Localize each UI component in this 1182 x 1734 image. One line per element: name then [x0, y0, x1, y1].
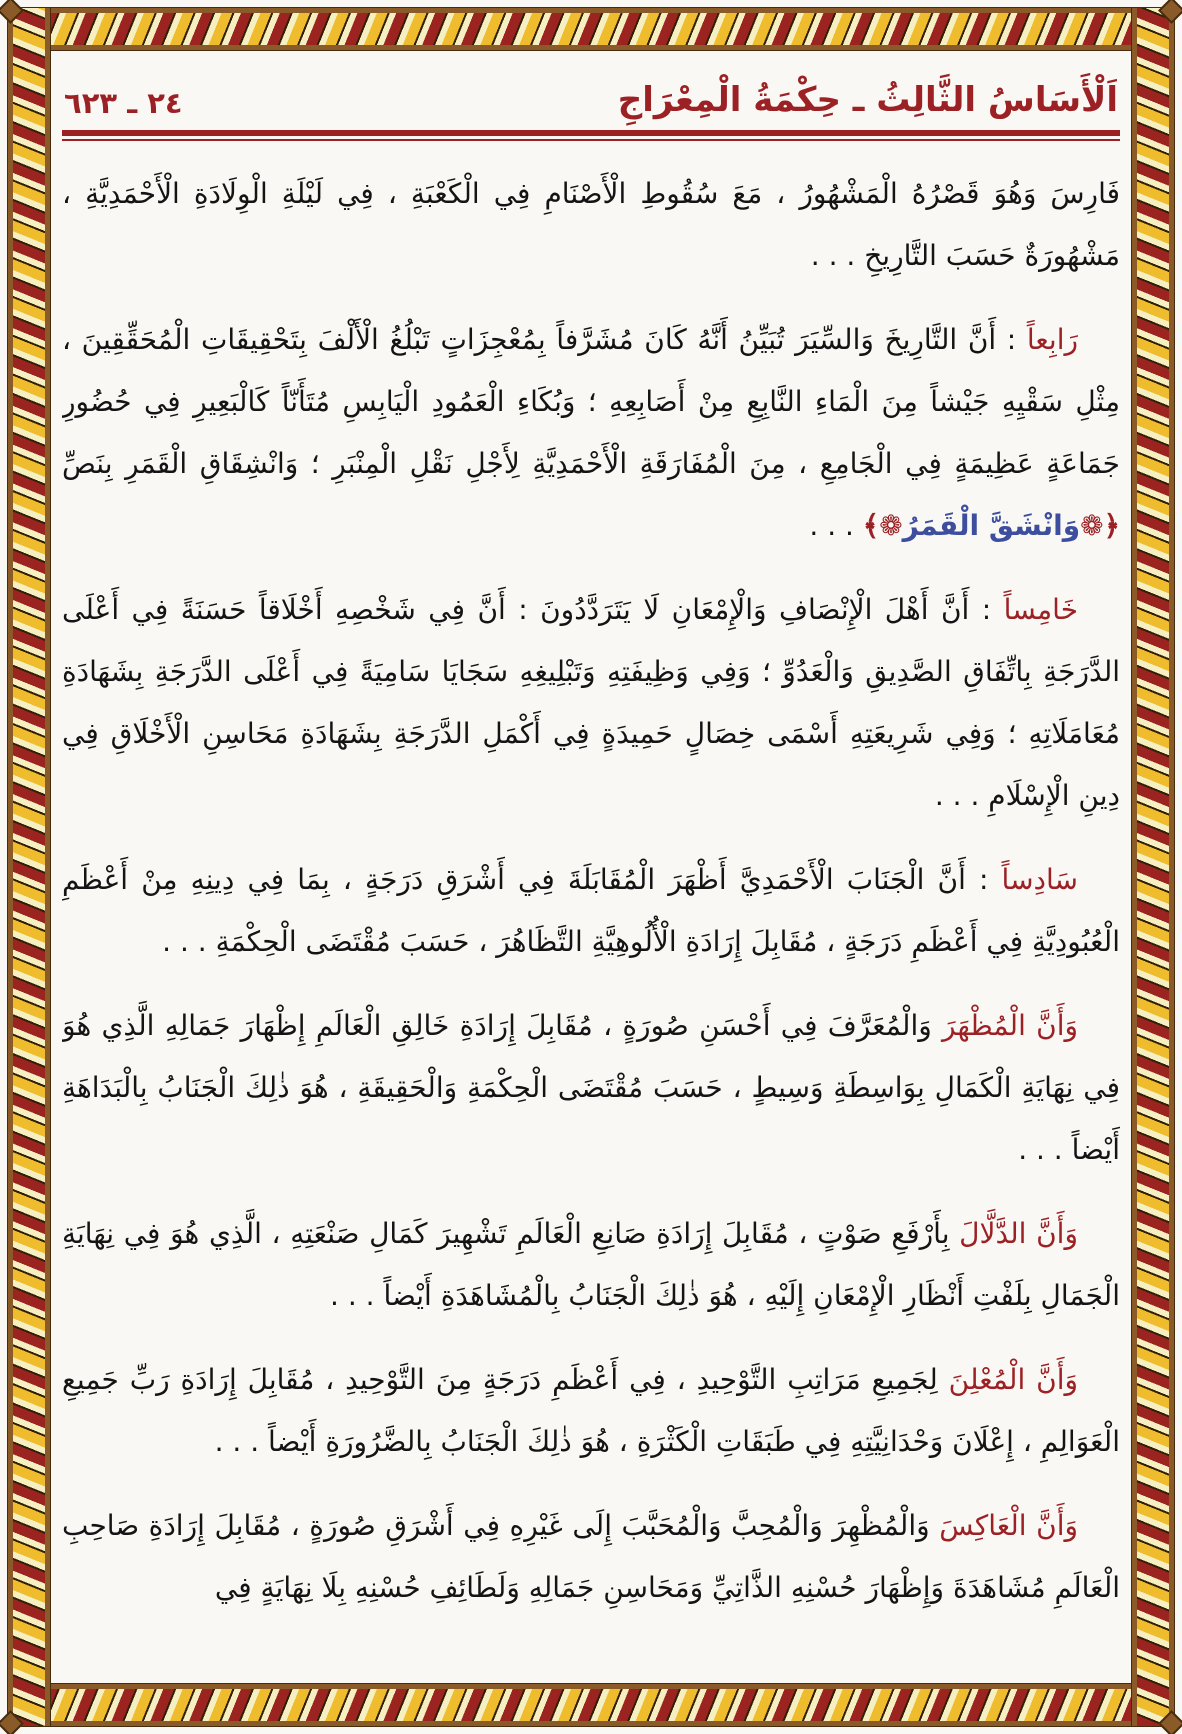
paragraph	[62, 995, 1120, 1181]
lead-separator: :	[965, 863, 1002, 896]
paragraph-text: فَارِسَ وَهُوَ قَصْرُهُ الْمَشْهُورُ ، مَعَ سُقُوطِ الْأَصْنَامِ فِي الْكَعْبَةِ ، فِي لَيْلَةِ الْوِلَادَةِ الْأَحْمَدِيَّةِ ، مَشْهُورَةٌ حَسَبَ التَّارِيخِ . . .	[62, 177, 1120, 272]
paragraph	[62, 1203, 1120, 1327]
page-title: اَلْأَسَاسُ الثَّالِثُ ـ حِكْمَةُ الْمِعْرَاجِ	[617, 80, 1118, 120]
header-rule	[62, 130, 1120, 141]
header-rule-thick-line	[62, 130, 1120, 136]
paragraph	[62, 579, 1120, 827]
paragraph-text: وَالْمُعَرَّفَ فِي أَحْسَنِ صُورَةٍ ، مُقَابِلَ إِرَادَةِ خَالِقِ الْعَالَمِ إِظْهَارَ جَمَالِهِ الَّذِي هُوَ فِي نِهَايَةِ الْكَمَالِ بِوَاسِطَةِ وَسِيطٍ ، حَسَبَ مُقْتَضَى الْحِكْمَةِ وَالْحَقِيقَةِ ، هُوَ ذٰلِكَ الْجَنَابُ بِالْبَدَاهَةِ أَيْضاً . . .	[62, 1009, 1120, 1166]
paragraph-tail: . . .	[809, 509, 863, 542]
lead-separator	[949, 1217, 959, 1250]
paragraph	[62, 309, 1120, 557]
lead-word: وَأَنَّ الْمُعْلِنَ	[948, 1363, 1079, 1396]
frame-border-top	[8, 8, 1174, 50]
lead-word: سَادِساً	[1001, 863, 1078, 896]
lead-word: وَأَنَّ الْمُظْهَرَ	[942, 1009, 1078, 1042]
paragraph-text: أَنَّ التَّارِيخَ وَالسِّيَرَ تُبَيِّنُ أَنَّهُ كَانَ مُشَرَّفاً بِمُعْجِزَاتٍ تَبْلُغُ الْأَلْفَ بِتَحْقِيقَاتِ الْمُحَقِّقِينَ ، مِثْلِ سَقْيِهِ جَيْشاً مِنَ الْمَاءِ النَّابِعِ مِنْ أَصَابِعِهِ ؛ وَبُكَاءِ الْعَمُودِ الْيَابِسِ مُتَأَنّاً كَالْبَعِيرِ فِي حُضُورِ جَمَاعَةٍ عَظِيمَةٍ فِي الْجَامِعِ ، مِنَ الْمُفَارَقَةِ الْأَحْمَدِيَّةِ لِأَجْلِ نَقْلِ الْمِنْبَرِ ؛ وَانْشِقَاقِ الْقَمَرِ بِنَصِّ	[62, 323, 1120, 480]
lead-word: رَابِعاً	[1026, 323, 1079, 356]
lead-separator: :	[996, 323, 1027, 356]
page-content	[62, 52, 1120, 1680]
frame-border-left	[8, 8, 50, 1726]
body-text	[62, 163, 1120, 1619]
lead-separator	[938, 1363, 949, 1396]
paragraph-text: وَالْمُظْهِرَ وَالْمُحِبَّ وَالْمُحَبَّبَ إِلَى غَيْرِهِ فِي أَشْرَقِ صُورَةٍ ، مُقَابِلَ إِرَادَةِ صَاحِبِ الْعَالَمِ مُشَاهَدَةَ وَإِظْهَارَ حُسْنِهِ الذَّاتِيِّ وَمَحَاسِنِ جَمَالِهِ وَلَطَائِفِ حُسْنِهِ بِلَا نِهَايَةٍ فِي	[62, 1509, 1120, 1604]
verse-close-bracket: ❁﴾	[862, 509, 903, 542]
paragraph	[62, 1495, 1120, 1619]
verse-open-bracket: ﴿❁	[1080, 509, 1120, 542]
quran-verse: وَانْشَقَّ الْقَمَرُ	[902, 509, 1081, 542]
lead-word: خَامِساً	[1003, 593, 1079, 626]
lead-separator	[932, 1009, 942, 1042]
header-rule-thin-line	[62, 139, 1120, 141]
paragraph-text: أَنَّ الْجَنَابَ الْأَحْمَدِيَّ أَظْهَرَ الْمُقَابَلَةَ فِي أَشْرَقِ دَرَجَةٍ ، بِمَا فِي دِينِهِ مِنْ أَعْظَمِ الْعُبُودِيَّةِ فِي أَعْظَمِ دَرَجَةٍ ، مُقَابِلَ إِرَادَةِ الْأُلُوهِيَّةِ التَّظَاهُرَ ، حَسَبَ مُقْتَضَى الْحِكْمَةِ . . .	[62, 863, 1120, 958]
lead-word: وَأَنَّ الْعَاكِسَ	[939, 1509, 1079, 1542]
lead-separator	[930, 1509, 940, 1542]
page-numbers: ٢٤ ـ ٦٢٣	[64, 86, 183, 120]
lead-separator: :	[969, 593, 1004, 626]
paragraph	[62, 1349, 1120, 1473]
paragraph	[62, 849, 1120, 973]
lead-word: وَأَنَّ الدَّلَّالَ	[959, 1217, 1078, 1250]
paragraph-text: بِأَرْفَعِ صَوْتٍ ، مُقَابِلَ إِرَادَةِ صَانِعِ الْعَالَمِ تَشْهِيرَ كَمَالِ صَنْعَتِهِ ، الَّذِي هُوَ فِي نِهَايَةِ الْجَمَالِ بِلَفْتِ أَنْظَارِ الْإِمْعَانِ إِلَيْهِ ، هُوَ ذٰلِكَ الْجَنَابُ بِالْمُشَاهَدَةِ أَيْضاً . . .	[62, 1217, 1120, 1312]
page-header	[62, 52, 1120, 120]
paragraph-text: أَنَّ أَهْلَ الْإِنْصَافِ وَالْإِمْعَانِ لَا يَتَرَدَّدُونَ : أَنَّ فِي شَخْصِهِ أَخْلَاقاً حَسَنَةً فِي أَعْلَى الدَّرَجَةِ بِاتِّفَاقِ الصَّدِيقِ وَالْعَدُوِّ ؛ وَفِي وَظِيفَتِهِ وَتَبْلِيغِهِ سَجَايَا سَامِيَةً فِي أَعْلَى الدَّرَجَةِ بِشَهَادَةِ مُعَامَلَاتِهِ ؛ وَفِي شَرِيعَتِهِ أَسْمَى خِصَالٍ حَمِيدَةٍ فِي أَكْمَلِ الدَّرَجَةِ بِشَهَادَةِ مَحَاسِنِ الْأَخْلَاقِ فِي دِينِ الْإِسْلَامِ . . .	[62, 593, 1120, 812]
frame-border-bottom	[8, 1684, 1174, 1726]
paragraph-text: لِجَمِيعِ مَرَاتِبِ التَّوْحِيدِ ، فِي أَعْظَمِ دَرَجَةٍ مِنَ التَّوْحِيدِ ، مُقَابِلَ إِرَادَةِ رَبِّ جَمِيعِ الْعَوَالِمِ ، إِعْلَانَ وَحْدَانِيَّتِهِ فِي طَبَقَاتِ الْكَثْرَةِ ، هُوَ ذٰلِكَ الْجَنَابُ بِالضَّرُورَةِ أَيْضاً . . .	[62, 1363, 1120, 1458]
paragraph	[62, 163, 1120, 287]
frame-border-right	[1132, 8, 1174, 1726]
